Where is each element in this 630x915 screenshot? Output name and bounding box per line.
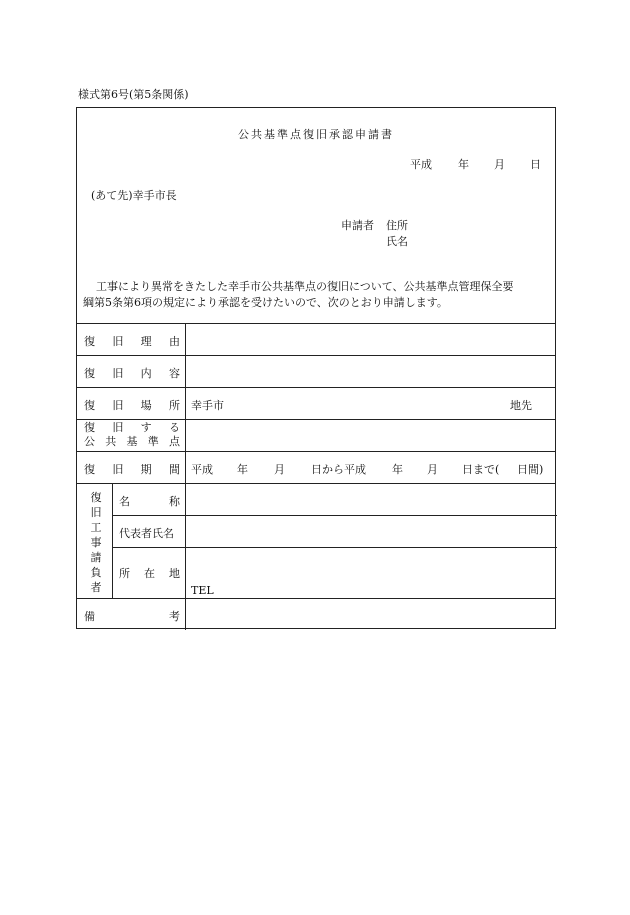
period-from: 日から平成 — [311, 463, 366, 476]
remarks-label: 備 考 — [84, 610, 180, 623]
reason-label: 復 旧 理 由 — [84, 335, 180, 348]
contractor-name-label: 名 称 — [119, 495, 180, 508]
date-year: 年 — [458, 158, 469, 171]
date-era: 平成 — [410, 158, 432, 171]
contractor-address-label: 所 在 地 — [119, 567, 180, 580]
content-label: 復 旧 内 容 — [84, 367, 180, 380]
application-form — [76, 107, 556, 629]
contractor-label: 復 旧 工 事 請 負 者 — [90, 491, 102, 594]
form-title: 公共基準点復旧承認申請書 — [238, 128, 394, 141]
location-suffix: 地先 — [510, 399, 532, 412]
period-month-2: 月 — [427, 463, 438, 476]
period-year-1: 年 — [237, 463, 248, 476]
contractor-tel: TEL — [191, 584, 214, 597]
date-month: 月 — [494, 158, 505, 171]
period-month-1: 月 — [274, 463, 285, 476]
location-city: 幸手市 — [191, 399, 224, 412]
addressee: (あて先)幸手市長 — [91, 189, 177, 202]
contractor-rep-label: 代表者氏名 — [119, 527, 174, 540]
period-label: 復 旧 期 間 — [84, 463, 180, 476]
date-day: 日 — [530, 158, 541, 171]
period-era-1: 平成 — [191, 463, 213, 476]
form-number: 様式第6号(第5条関係) — [78, 88, 189, 101]
period-until: 日まで( — [462, 463, 500, 476]
body-text-line-1: 工事により異常をきたした幸手市公共基準点の復旧について、公共基準点管理保全要 — [96, 280, 514, 293]
period-days: 日間) — [517, 463, 544, 476]
applicant-label: 申請者 — [341, 219, 374, 232]
applicant-name: 氏名 — [386, 235, 408, 248]
points-label: 復 旧 す る 公 共 基 準 点 — [84, 421, 180, 448]
applicant-address: 住所 — [386, 219, 408, 232]
location-label: 復 旧 場 所 — [84, 399, 180, 412]
body-text-line-2: 綱第5条第6項の規定により承認を受けたいので、次のとおり申請します。 — [83, 296, 448, 309]
period-year-2: 年 — [392, 463, 403, 476]
